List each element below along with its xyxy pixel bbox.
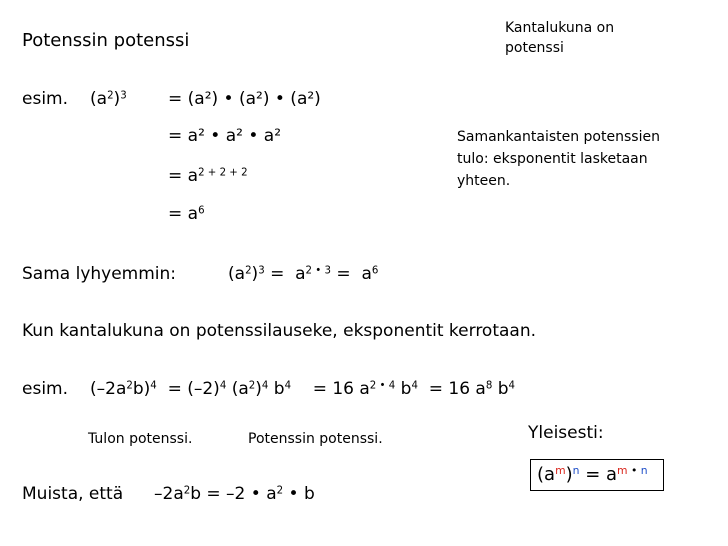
example2-part10: b (492, 379, 509, 399)
example2-part8-exp: 4 (411, 380, 418, 392)
example2-part9: = 16 a (417, 379, 486, 399)
example1-step3-exp: 2 + 2 + 2 (198, 167, 248, 179)
short-eq2: = a (331, 264, 372, 284)
rule-text: Kun kantalukuna on potenssilauseke, eksponentit kerrotaan. (22, 321, 537, 341)
general-label: Yleisesti: (528, 423, 604, 443)
remember-expression (154, 486, 315, 503)
remember-part1-exp: 2 (183, 485, 191, 497)
caption-product-power: Tulon potenssi. (88, 431, 193, 447)
example1-step2: = a² • a² • a² (168, 126, 282, 146)
general-result-exp-n: n (640, 464, 648, 478)
note-same-base-line3: yhteen. (457, 173, 511, 189)
example2-part7-exp: 2 • 4 (369, 380, 396, 392)
page-title: Potenssin potenssi (22, 30, 190, 51)
example2-part6: b (268, 379, 285, 399)
example1-lhs-base: (a (90, 89, 108, 109)
example1-lhs-close: ) (113, 89, 121, 109)
example1-lhs-outer-exp: 3 (120, 90, 127, 102)
general-result-dot: • (627, 464, 641, 478)
example2-part9-exp: 8 (485, 380, 493, 392)
short-exp: 2 (245, 265, 252, 277)
general-eq: = a (579, 464, 618, 485)
general-close: ) (565, 464, 573, 485)
note-same-base-line2: tulo: eksponentit lasketaan (457, 151, 648, 167)
short-outer-exp: 3 (258, 265, 265, 277)
example2-part3-exp: 4 (219, 380, 227, 392)
short-eq1: = a (264, 264, 306, 284)
general-open: (a (537, 464, 556, 485)
example2-part2-exp: 4 (150, 380, 157, 392)
general-result-exp-m: m (617, 464, 628, 478)
example2-part1-exp: 2 (126, 380, 133, 392)
short-expression (228, 266, 378, 283)
example2-part7: = 16 a (291, 379, 370, 399)
general-exp-m: m (555, 464, 566, 478)
example2-part4: (a (226, 379, 249, 399)
example2-part2: b) (132, 379, 151, 399)
note-same-base-line1: Samankantaisten potenssien (457, 129, 660, 145)
example1-lhs-exp: 2 (107, 90, 114, 102)
example2-part8: b (395, 379, 412, 399)
remember-label: Muista, että (22, 484, 124, 504)
example1-step4 (168, 206, 205, 223)
example2-part6-exp: 4 (284, 380, 292, 392)
example2-part4-exp: 2 (248, 380, 256, 392)
example1-lhs (90, 91, 127, 108)
example2-part1: (–2a (90, 379, 127, 399)
example1-step4-base: = a (168, 204, 199, 224)
remember-part2: b = –2 • a (190, 484, 277, 504)
example1-step4-exp: 6 (198, 205, 205, 217)
example2-expression (90, 381, 515, 398)
example1-step3 (168, 168, 248, 185)
example1-label: esim. (22, 89, 69, 109)
remember-part2-exp: 2 (276, 485, 284, 497)
remember-part3: • b (283, 484, 315, 504)
general-formula (537, 466, 648, 484)
short-label: Sama lyhyemmin: (22, 264, 177, 284)
example2-part10-exp: 4 (508, 380, 516, 392)
caption-power-of-power: Potenssin potenssi. (248, 431, 383, 447)
example2-part3: = (–2) (156, 379, 220, 399)
example1-step3-base: = a (168, 166, 199, 186)
general-exp-n: n (572, 464, 580, 478)
short-base: (a (228, 264, 246, 284)
example2-part5-exp: 4 (261, 380, 269, 392)
short-close: ) (251, 264, 259, 284)
note-base-is-power-line1: Kantalukuna on (505, 20, 615, 36)
note-base-is-power-line2: potenssi (505, 40, 564, 56)
example2-part5: ) (255, 379, 262, 399)
example2-label: esim. (22, 379, 69, 399)
short-mid-exp: 2 • 3 (305, 265, 331, 277)
example1-step1: = (a²) • (a²) • (a²) (168, 89, 321, 109)
short-res-exp: 6 (371, 265, 379, 277)
remember-part1: –2a (154, 484, 184, 504)
